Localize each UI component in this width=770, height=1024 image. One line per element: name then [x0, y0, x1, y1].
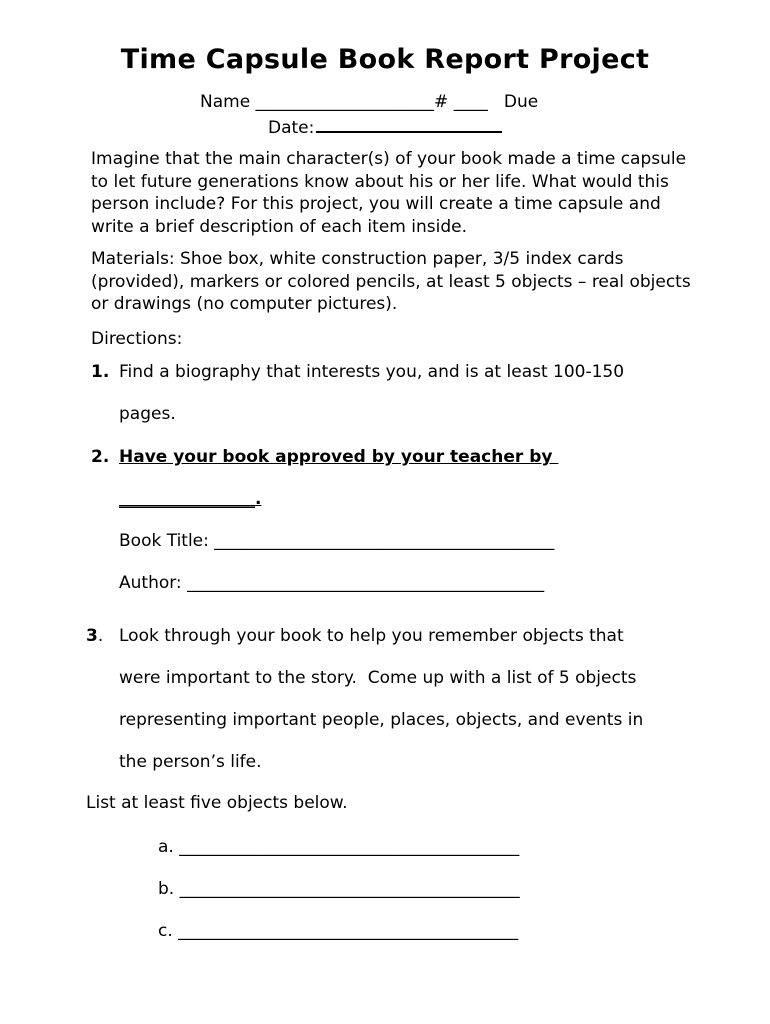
- book-title-field: Book Title: ________________________________________: [119, 531, 555, 551]
- directions-label: Directions:: [91, 329, 183, 349]
- objects-list-intro: List at least five objects below.: [86, 793, 348, 813]
- step-3-line-1: Look through your book to help you remember objects that: [119, 626, 624, 646]
- step-3-line-3: representing important people, places, objects, and events in: [119, 710, 644, 730]
- step-3-number: [86, 626, 103, 646]
- step-3-line-4: the person’s life.: [119, 752, 262, 772]
- name-number-due-line: Name _____________________# ____ Due: [200, 92, 539, 112]
- object-blank-b: b. ________________________________________: [158, 879, 520, 899]
- step-1-number: 1.: [91, 362, 110, 382]
- step-3-line-2: were important to the story. Come up with a list of 5 objects: [119, 668, 637, 688]
- object-blank-c: c. ________________________________________: [158, 921, 519, 941]
- step-3-number-digit: 3: [86, 626, 98, 646]
- step-3-number-dot: .: [97, 626, 104, 646]
- author-field: Author: __________________________________________: [119, 573, 545, 593]
- step-2-line-1: Have your book approved by your teacher by: [119, 447, 559, 467]
- step-2-deadline-blank: ________________.: [119, 489, 262, 509]
- intro-paragraph: Imagine that the main character(s) of your book made a time capsule to let future generations know about his or her life. What would this person include? For this project, you will create a time capsule and write a brief description of each item inside.: [91, 149, 687, 237]
- step-1-line-1: Find a biography that interests you, and is at least 100-150: [119, 362, 625, 382]
- date-label: Date:: [268, 118, 315, 138]
- step-2-number: 2.: [91, 447, 110, 467]
- step-1-line-2: pages.: [119, 404, 176, 424]
- date-blank: [316, 115, 502, 133]
- date-line: [268, 115, 502, 138]
- page-title: Time Capsule Book Report Project: [120, 44, 650, 75]
- materials-paragraph: Materials: Shoe box, white construction paper, 3/5 index cards (provided), markers or colored pencils, at least 5 objects – real objects or drawings (no computer pictures).: [91, 249, 691, 314]
- object-blank-a: a. ________________________________________: [158, 837, 520, 857]
